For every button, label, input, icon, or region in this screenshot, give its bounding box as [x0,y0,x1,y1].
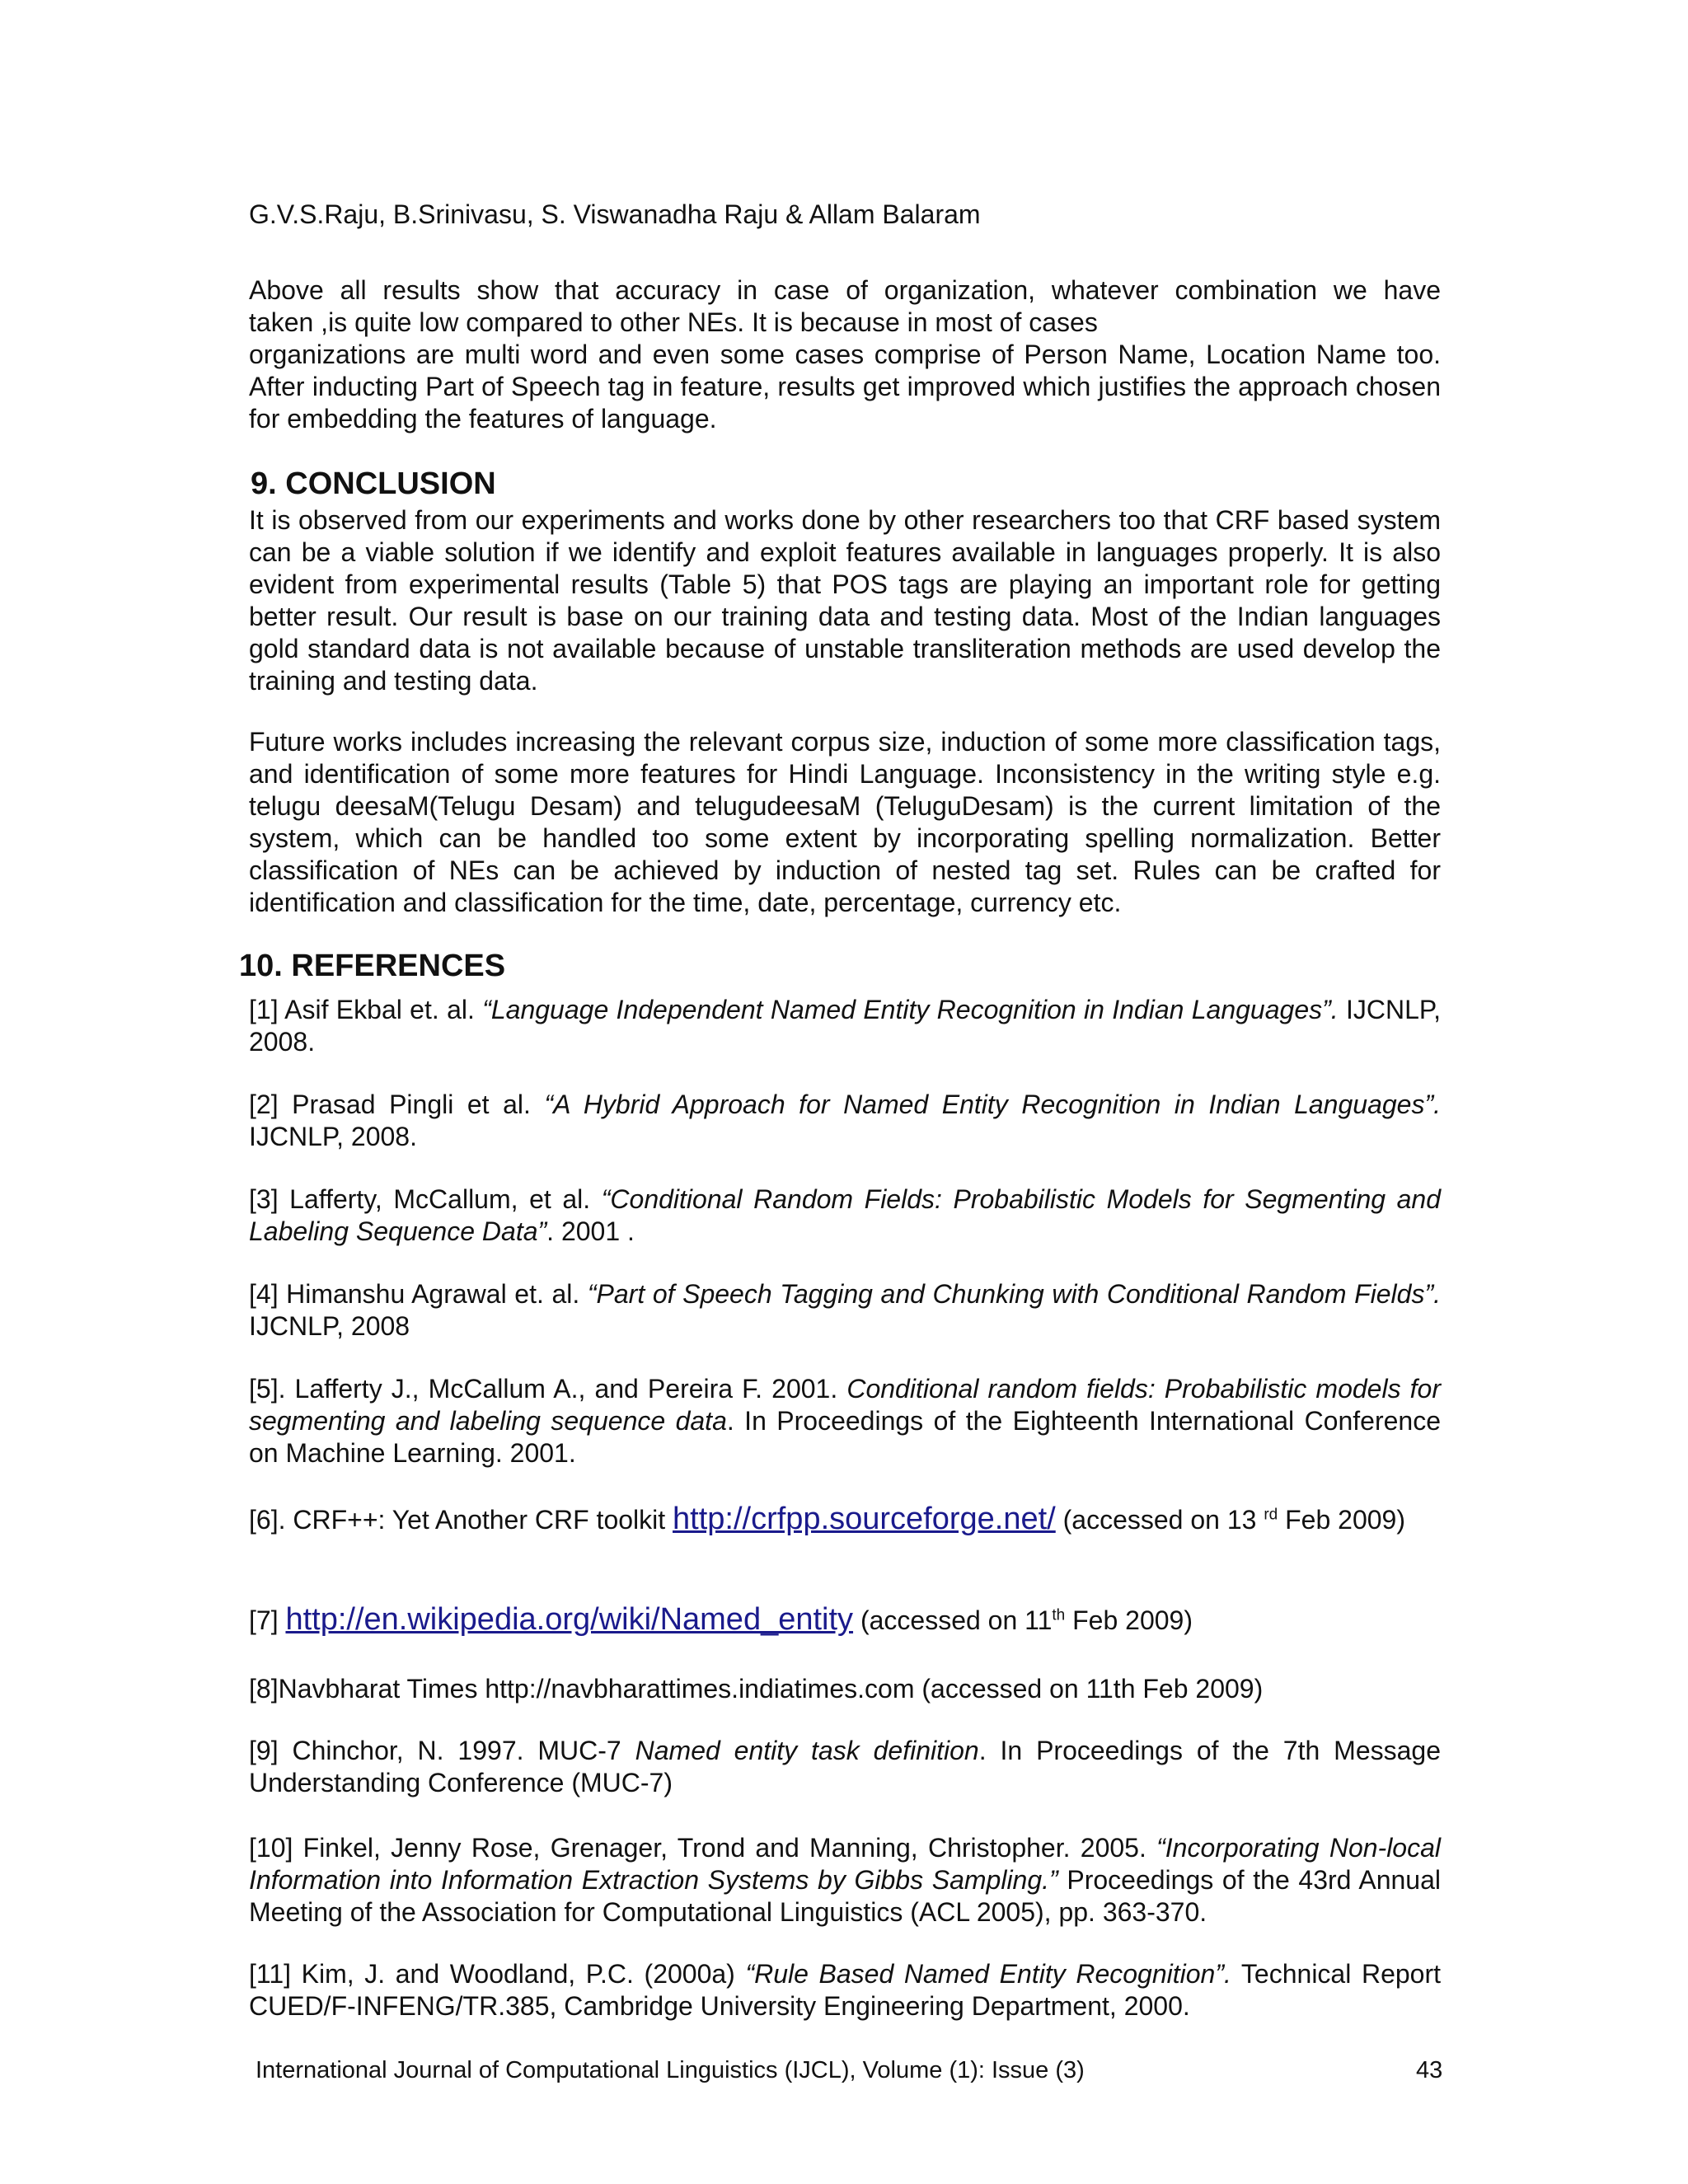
conclusion-paragraph-1: It is observed from our experiments and works done by other researchers too that CRF based system can be a viable solution if we identify and exploit features available in languages properly. It is also evident from experimental results (Table 5) that POS tags are playing an important role for getting better result. Our result is base on our training data and testing data. Most of the Indian languages gold standard data is not available because of unstable transliteration methods are used develop the training and testing data. [249,505,1441,696]
page-number: 43 [1416,2057,1443,2083]
reference-4-title: “Part of Speech Tagging and Chunking with Conditional Random Fields”. [587,1279,1442,1309]
reference-11-authors: [11] Kim, J. and Woodland, P.C. (2000a) [249,1959,746,1989]
reference-2-authors: [2] Prasad Pingli et al. [249,1090,545,1119]
reference-9-venue: . In Proceedings of the 7th Message Understanding Conference (MUC-7) [249,1736,1442,1797]
reference-1-title: “Language Independent Named Entity Recognition in Indian Languages”. [482,995,1339,1024]
reference-11-title: “Rule Based Named Entity Recognition”. [745,1959,1231,1989]
reference-1-authors: [1] Asif Ekbal et. al. [249,995,483,1024]
author-line: G.V.S.Raju, B.Srinivasu, S. Viswanadha Raju & Allam Balaram [249,199,981,229]
reference-6-ordinal: rd [1264,1506,1278,1524]
reference-4-authors: [4] Himanshu Agrawal et. al. [249,1279,588,1309]
journal-footer: International Journal of Computational Linguistics (IJCL), Volume (1): Issue (3) [256,2057,1085,2083]
reference-3-authors: [3] Lafferty, McCallum, et al. [249,1184,602,1214]
reference-3-venue: . 2001 . [546,1216,635,1246]
reference-6-accessed: (accessed on 13 [1055,1505,1264,1535]
reference-7-accessed: (accessed on 11 [853,1605,1053,1635]
conclusion-paragraph-2: Future works includes increasing the relevant corpus size, induction of some more classification tags, and identification of some more features for Hindi Language. Inconsistency in the writing style e.g. telugu deesaM(Telugu Desam) and telugudeesaM (TeluguDesam) is the current limitation of the system, which can be handled too some extent by incorporating spelling normalization. Better classification of NEs can be achieved by induction of nested tag set. Rules can be crafted for identification and classification for the time, date, percentage, currency etc. [249,727,1441,917]
reference-6-link[interactable]: http://crfpp.sourceforge.net/ [673,1502,1056,1536]
reference-2-venue: IJCNLP, 2008. [249,1122,417,1151]
reference-6-label: [6]. CRF++: Yet Another CRF toolkit [249,1505,673,1535]
reference-5-title: Conditional random fields: Probabilistic models for segmenting and labeling sequence data [249,1374,1442,1436]
reference-3-title: “Conditional Random Fields: Probabilistic Models for Segmenting and Labeling Sequence Data” [249,1184,1442,1246]
reference-2 [249,1089,1441,1153]
reference-10-venue: Proceedings of the 43rd Annual Meeting of the Association for Computational Linguistics (ACL 2005), pp. 363-370. [249,1865,1442,1927]
reference-4 [249,1278,1441,1343]
reference-5-venue: . In Proceedings of the Eighteenth International Conference on Machine Learning. 2001. [249,1406,1442,1468]
intro-line-2: taken ,is quite low compared to other NEs. It is because in most of cases [249,307,1098,337]
reference-5 [249,1373,1441,1469]
reference-5-authors: [5]. Lafferty J., McCallum A., and Pereira F. 2001. [249,1374,847,1404]
reference-10 [249,1832,1441,1929]
reference-10-title: “Incorporating Non-local Information into Information Extraction Systems by Gibbs Sampling.” [249,1833,1442,1895]
reference-10-authors: [10] Finkel, Jenny Rose, Grenager, Trond and Manning, Christopher. 2005. [249,1833,1157,1863]
reference-9 [249,1735,1441,1799]
reference-6 [249,1503,1441,1536]
reference-11 [249,1958,1441,2022]
reference-3 [249,1183,1441,1248]
reference-9-authors: [9] Chinchor, N. 1997. MUC-7 [249,1736,635,1765]
reference-6-date: Feb 2009) [1278,1505,1405,1535]
intro-rest: organizations are multi word and even some cases comprise of Person Name, Location Name too. After inducting Part of Speech tag in feature, results get improved which justifies the approach chosen for embedding the features of language. [249,340,1441,434]
reference-7-date: Feb 2009) [1065,1605,1193,1635]
reference-1 [249,994,1441,1058]
reference-7-ordinal: th [1052,1606,1066,1624]
reference-7-link[interactable]: http://en.wikipedia.org/wiki/Named_entity [285,1602,854,1637]
reference-7-label: [7] [249,1605,286,1635]
reference-8: [8]Navbharat Times http://navbharattimes.indiatimes.com (accessed on 11th Feb 2009) [249,1674,1264,1704]
reference-2-title: “A Hybrid Approach for Named Entity Recognition in Indian Languages”. [544,1090,1441,1119]
intro-line-1: Above all results show that accuracy in case of organization, whatever combination we have [249,275,1441,305]
reference-4-venue: IJCNLP, 2008 [249,1311,410,1341]
reference-11-venue: Technical Report CUED/F-INFENG/TR.385, Cambridge University Engineering Department, 2000. [249,1959,1442,2021]
intro-paragraph [249,274,1441,435]
reference-1-venue: IJCNLP, 2008. [249,995,1442,1057]
references-heading: 10. REFERENCES [239,949,506,983]
conclusion-heading: 9. CONCLUSION [251,466,496,501]
reference-7 [249,1604,1441,1637]
reference-9-title: Named entity task definition [635,1736,979,1765]
